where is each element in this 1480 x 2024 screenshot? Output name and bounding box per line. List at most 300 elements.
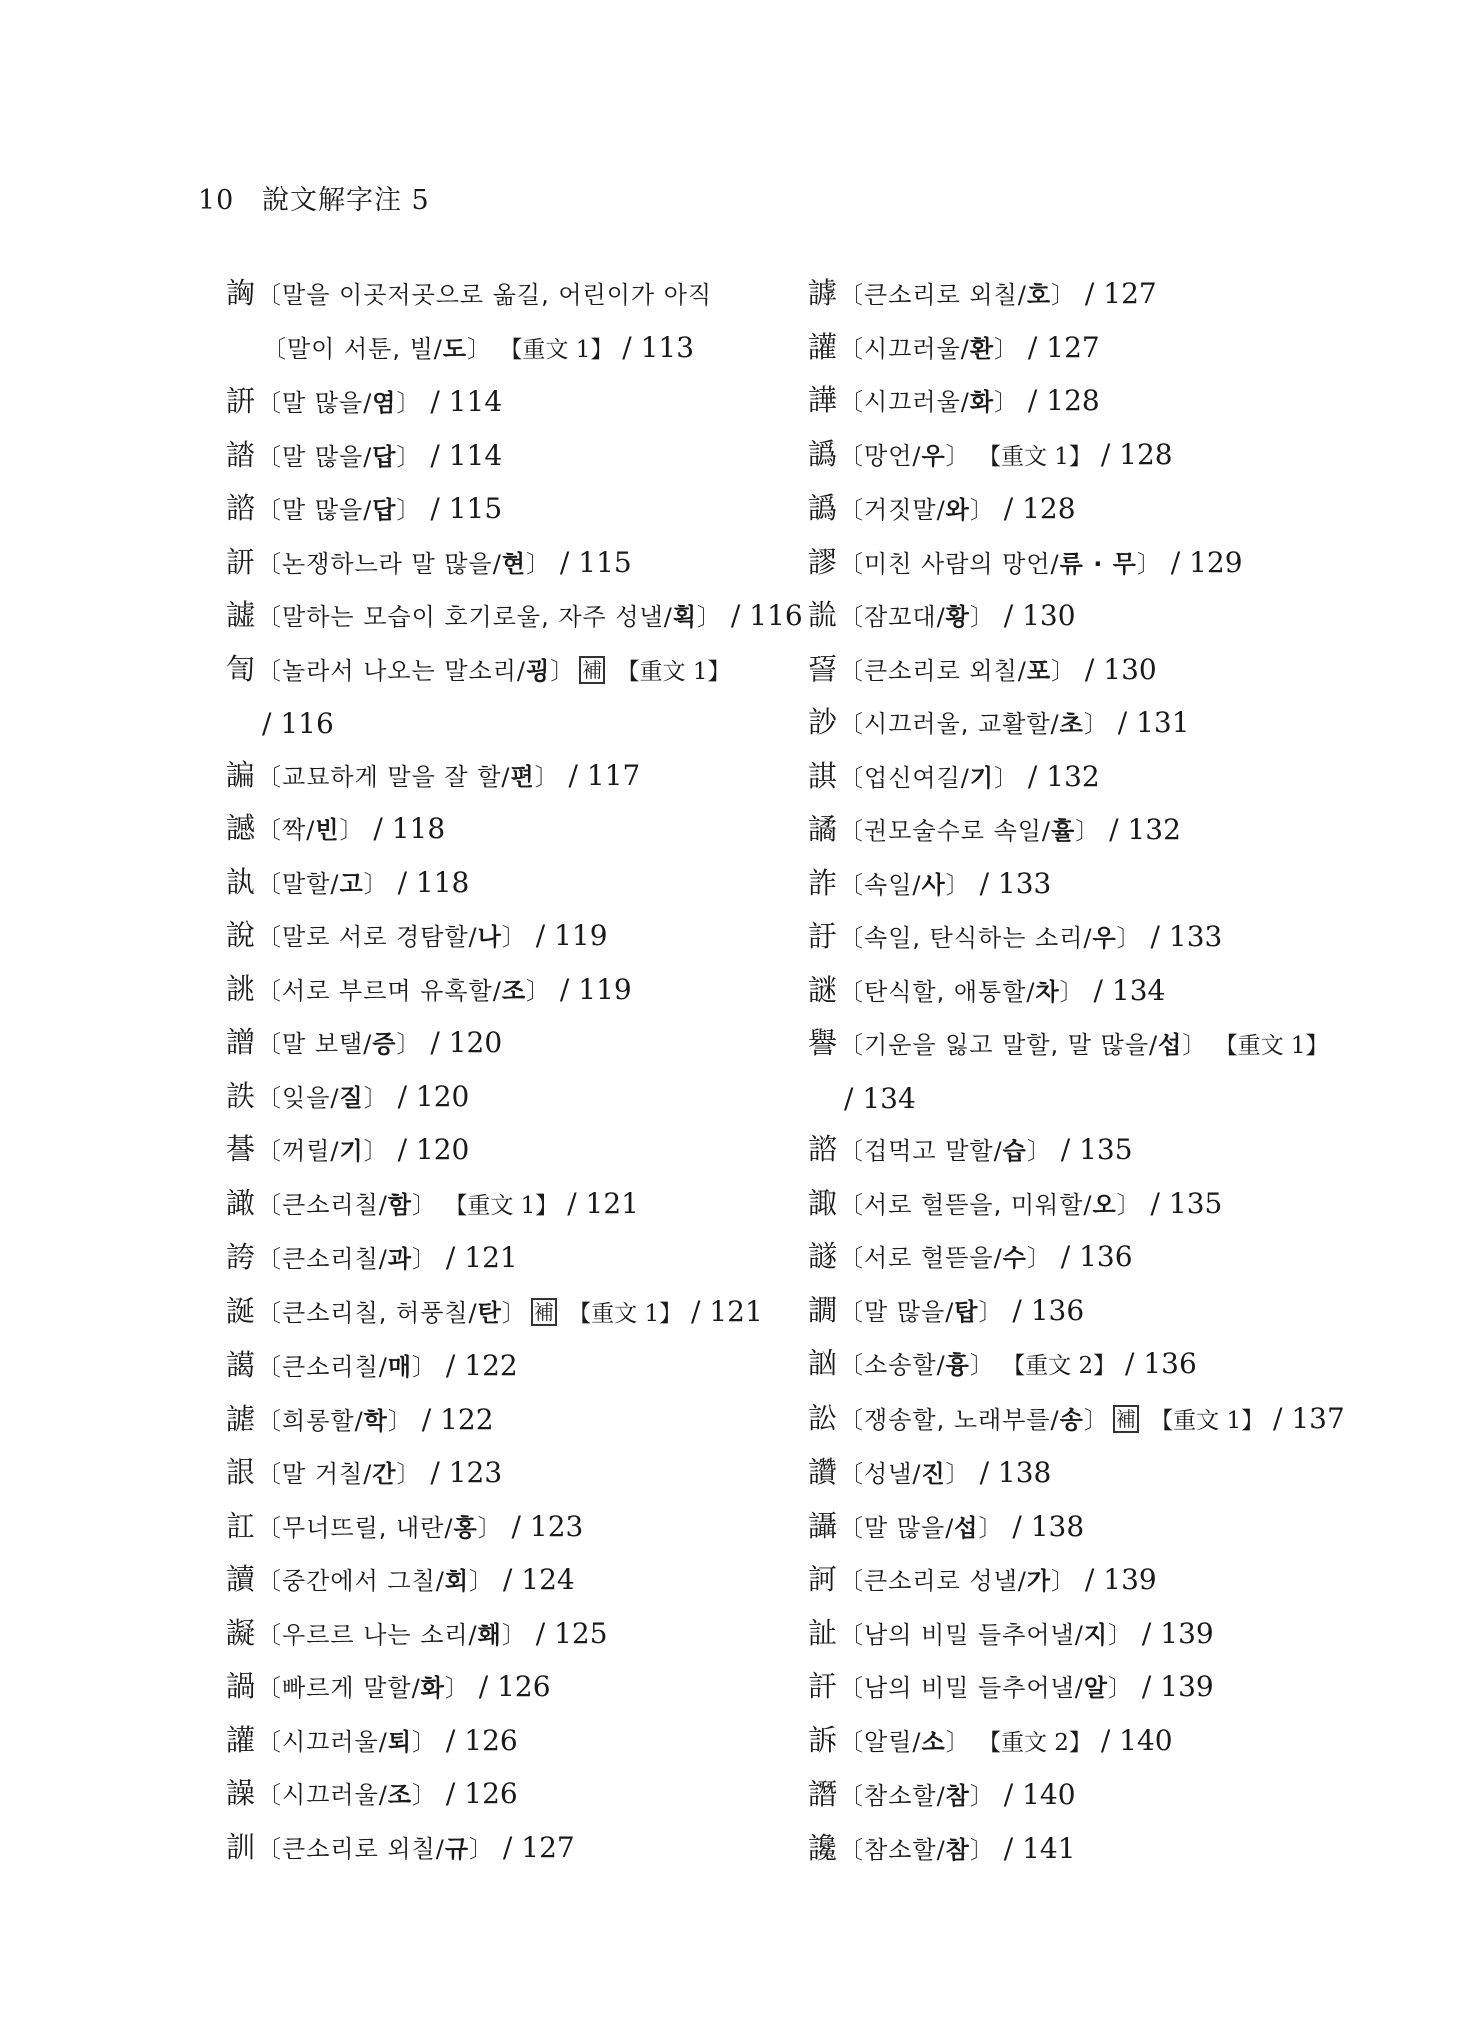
reading: 흉 [945,1351,970,1379]
page-ref: / 141 [994,1831,1076,1865]
close-bracket: 〕 [969,496,995,524]
close-bracket: 〕 [994,334,1020,363]
gloss-text: 〔희롱할/학〕 [257,1406,413,1435]
headword-char: 諅 [226,1132,256,1166]
reading: 질 [339,1083,364,1112]
close-bracket: 〕 [945,441,971,470]
close-bracket: 〕 [978,1513,1004,1542]
page-ref: / 123 [421,1456,503,1489]
headword-char: 譽 [808,1026,838,1060]
open-bracket: 〔 [839,1567,865,1595]
index-entry [808,858,1328,912]
page-ref: / 116 [722,599,803,632]
close-bracket: 〕 [339,816,365,844]
open-bracket: 〔 [839,496,865,524]
variant-count-tag: 【重文 1】 [560,1300,683,1327]
gloss-text: 〔큰소리칠/함〕 [257,1190,438,1219]
page-header [198,178,430,217]
headword-char: 訮 [226,544,256,579]
variant-count-tag: 【重文 1】 [492,336,614,363]
gloss-text: 〔말 많을/답〕 [257,442,422,471]
open-bracket: 〔 [839,1620,865,1649]
open-bracket: 〔 [839,281,865,309]
gloss-text: 〔말이 서툰, 빌/도〕 [262,334,493,363]
headword-char: 訐 [808,1669,838,1703]
close-bracket: 〕 [412,1190,438,1219]
open-bracket: 〔 [839,1297,865,1326]
index-entry [808,965,1328,1019]
headword-char: 䛒 [808,651,838,686]
reading: 조 [501,976,527,1005]
open-bracket: 〔 [257,869,283,898]
close-bracket: 〕 [945,1727,971,1756]
close-bracket: 〕 [412,1353,438,1381]
index-entry [808,804,1328,858]
open-bracket: 〔 [839,977,865,1006]
open-bracket: 〔 [257,1674,283,1702]
gloss-text: 〔말 보탤/증〕 [257,1030,422,1058]
index-entry [808,1823,1328,1877]
page-ref: / 133 [970,866,1052,900]
page-ref: / 139 [1076,1563,1157,1596]
close-bracket: 〕 [444,1674,470,1702]
gloss-text: 〔참소할/참〕 [839,1782,995,1810]
close-bracket: 〕 [412,1245,438,1273]
gloss-text: 〔기운을 잃고 말할, 말 많을/섭〕 [839,1031,1208,1059]
index-entry-continuation [226,322,786,377]
index-entry [226,1501,786,1555]
page-ref: / 121 [682,1294,763,1328]
index-entry [226,430,786,484]
reading: 나 [477,923,502,951]
gloss-text: 〔시끄러울/환〕 [839,334,1020,363]
gloss-text: 〔권모술수로 속일/휼〕 [839,817,1101,845]
headword-char: 謎 [808,972,838,1007]
index-entry [808,1338,1328,1393]
page-ref: / 128 [994,492,1076,525]
index-entry [808,1393,1345,1448]
gloss-text: 〔큰소리로 성낼/가〕 [839,1567,1077,1595]
close-bracket: 〕 [363,869,389,898]
gloss-text: 〔놀라서 나오는 말소리/굉〕 [257,656,576,685]
reading: 황 [945,603,970,631]
reading: 증 [372,1030,397,1058]
headword-char: 詾 [226,276,256,310]
page-ref: / 132 [1019,759,1100,793]
gloss-text: 〔큰소리로 외칠/규〕 [257,1834,495,1863]
page-ref: / 119 [551,972,632,1006]
index-entry [226,268,786,322]
gloss-text: 〔알릴/소〕 [839,1727,971,1756]
headword-char: 詽 [226,384,256,418]
reading: 홍 [453,1513,478,1542]
index-entry-continuation [808,1073,1328,1125]
page-ref: / 134 [1084,973,1166,1007]
variant-count-tag: 【重文 2】 [970,1729,1092,1756]
open-bracket: 〔 [839,1674,865,1702]
close-bracket: 〕 [1136,549,1162,578]
close-bracket: 〕 [978,1297,1004,1326]
reading: 편 [510,762,535,791]
reading: 오 [1092,1190,1117,1219]
headword-char: 諞 [226,757,256,792]
index-entry [226,857,786,911]
gloss-text: 〔서로 헐뜯을, 미워할/오〕 [839,1190,1142,1219]
reading: 함 [387,1190,413,1219]
open-bracket: 〔 [839,1244,865,1272]
open-bracket: 〔 [257,656,283,685]
close-bracket: 〕 [945,1460,971,1488]
index-entry [226,1768,786,1822]
index-entry [808,1285,1328,1339]
close-bracket: 〕 [501,1620,527,1649]
open-bracket: 〔 [839,1835,865,1864]
gloss-text: 〔시끄러울/퇴〕 [257,1727,438,1756]
headword-char: 誕 [226,1293,256,1328]
headword-char: 諮 [226,491,256,525]
close-bracket: 〕 [994,763,1020,792]
gloss-text: 〔우르르 나는 소리/홰〕 [257,1620,527,1649]
page-ref: / 131 [1108,706,1190,739]
index-entry [808,1231,1328,1285]
index-entry [226,483,786,537]
gloss-text: 〔말로 서로 경탐할/나〕 [257,923,527,951]
index-entry [226,1554,786,1608]
reading: 차 [1035,977,1060,1006]
page-ref: / 136 [1116,1347,1197,1380]
close-bracket: 〕 [501,1298,527,1327]
close-bracket: 〕 [1051,656,1077,685]
index-entry [808,1715,1328,1770]
index-entry [808,1769,1328,1823]
headword-char: 讀 [226,1562,256,1596]
reading: 섭 [954,1513,979,1542]
headword-char: 誇 [226,1240,256,1274]
open-bracket: 〔 [257,1298,283,1327]
open-bracket: 〔 [257,923,283,951]
open-bracket: 〔 [839,1351,865,1379]
gloss-text: 〔잊을/질〕 [257,1083,389,1112]
close-bracket: 〕 [969,603,995,631]
gloss-text: 〔말 많을/섭〕 [839,1513,1004,1542]
open-bracket: 〔 [257,549,283,578]
supplement-mark: 補 [1113,1405,1139,1433]
reading: 포 [1026,656,1052,685]
close-bracket: 〕 [1051,281,1077,309]
reading: 진 [921,1460,946,1488]
reading: 호 [1026,281,1052,309]
index-entry [226,1661,786,1715]
headword-char: 訇 [226,651,256,686]
reading: 답 [372,496,397,524]
headword-char: 詄 [226,1078,256,1113]
index-entry [226,1178,786,1233]
page-ref: / 138 [1003,1509,1085,1543]
reading: 화 [420,1674,445,1702]
gloss-text: 〔논쟁하느라 말 많을/현〕 [257,549,552,578]
open-bracket: 〔 [839,1460,865,1488]
reading: 초 [1059,710,1084,738]
open-bracket: 〔 [257,1781,283,1809]
index-entry [226,376,786,430]
page-ref: / 136 [1003,1293,1085,1327]
index-entry [226,1822,786,1876]
reading: 회 [444,1567,470,1595]
gloss-text: 〔꺼릴/기〕 [257,1137,389,1165]
open-bracket: 〔 [839,870,865,899]
headword-char: 詐 [808,865,838,900]
index-entry [808,1178,1328,1232]
index-entry [226,1715,786,1769]
reading: 알 [1083,1674,1109,1702]
index-entry [808,644,1328,698]
headword-char: 譢 [808,1239,838,1273]
headword-char: 譁 [808,383,838,417]
reading: 탑 [954,1297,979,1326]
reading: 휼 [1051,817,1076,845]
reading: 습 [1002,1137,1027,1165]
headword-char: 訩 [808,1346,838,1380]
open-bracket: 〔 [839,1031,865,1059]
close-bracket: 〕 [412,1727,438,1756]
index-entry [808,483,1328,537]
page-ref: / 130 [994,599,1076,632]
gloss-text: 〔겁먹고 말할/습〕 [839,1137,1052,1165]
reading: 탄 [477,1298,502,1327]
index-entry [226,750,786,804]
page-ref: / 118 [388,865,470,899]
gloss-text: 〔말 많을/탑〕 [839,1297,1004,1326]
close-bracket: 〕 [550,656,576,685]
book-title: 說文解字注 5 [261,185,430,216]
index-column-right [808,268,1345,1876]
index-entry [808,1554,1328,1608]
headword-char: 譋 [808,1292,838,1327]
reading: 간 [372,1460,397,1488]
close-bracket: 〕 [467,334,493,363]
close-bracket: 〕 [387,1406,413,1435]
headword-char: 譺 [226,1615,256,1650]
headword-char: 譀 [226,1185,256,1220]
page-ref: / 135 [1051,1133,1133,1166]
headword-char: 諮 [808,1132,838,1166]
open-bracket: 〔 [839,1190,865,1219]
reading: 과 [387,1245,413,1273]
reading: 참 [945,1835,970,1864]
page-ref: / 121 [558,1186,639,1220]
page-ref: / 114 [421,385,503,418]
page-ref: / 136 [1051,1240,1133,1273]
page-ref: / 117 [559,758,641,792]
reading: 획 [672,603,698,631]
index-entry [226,1608,786,1662]
reading: 기 [339,1137,364,1165]
index-entry [226,803,786,857]
open-bracket: 〔 [257,1083,283,1112]
page-ref: / 125 [526,1616,608,1650]
close-bracket: 〕 [1083,710,1109,738]
headword-char: 謬 [808,544,838,579]
close-bracket: 〕 [396,1460,422,1488]
gloss-text: 〔거짓말/와〕 [839,496,995,524]
close-bracket: 〕 [1059,977,1085,1006]
close-bracket: 〕 [526,976,552,1005]
headword-char: 讘 [808,1508,838,1543]
close-bracket: 〕 [1026,1244,1052,1272]
close-bracket: 〕 [1051,1567,1077,1595]
reading: 규 [444,1834,470,1863]
headword-char: 䜗 [226,811,256,845]
reading: 답 [372,442,397,471]
open-bracket: 〔 [257,1460,283,1488]
index-entry [808,537,1328,591]
gloss-text: 〔남의 비밀 들추어낼/알〕 [839,1674,1134,1702]
index-entry [808,1501,1328,1555]
page-ref: / 122 [437,1349,518,1382]
open-bracket: 〔 [839,1782,865,1810]
page-ref: / 119 [526,919,608,952]
gloss-text: 〔말할/고〕 [257,869,389,898]
reading: 섭 [1158,1031,1183,1059]
index-entry [808,911,1328,965]
gloss-text: 〔말하는 모습이 호기로울, 자주 성낼/획〕 [257,603,723,631]
gloss-text: 〔빠르게 말할/화〕 [257,1674,470,1702]
index-entry [226,1124,786,1178]
open-bracket: 〔 [839,441,865,470]
gloss-text: 〔남의 비밀 들추어낼/지〕 [839,1620,1134,1649]
reading: 송 [1059,1405,1084,1434]
close-bracket: 〕 [469,1834,495,1863]
gloss-text: 〔교묘하게 말을 잘 할/편〕 [257,762,560,791]
variant-count-tag: 【重文 1】 [609,658,731,685]
headword-char: 訙 [226,864,256,899]
headword-char: 讙 [226,1722,256,1757]
page-ref: / 140 [1091,1723,1173,1757]
index-entry [226,1286,786,1341]
reading: 참 [945,1782,970,1810]
gloss-text: 〔큰소리칠, 허풍칠/탄〕 [257,1298,527,1327]
headword-char: 譟 [226,1776,256,1810]
headword-char: 訶 [808,1562,838,1596]
headword-char: 詪 [226,1455,256,1489]
index-entry [226,1394,786,1448]
page-ref: / 139 [1133,1616,1214,1650]
page-ref: / 120 [388,1079,470,1113]
index-entry [226,1340,786,1394]
headword-char: 譃 [226,598,256,632]
reading: 고 [339,869,364,898]
supplement-mark: 補 [531,1298,557,1326]
open-bracket: 〔 [257,1567,283,1595]
gloss-text: 〔큰소리칠/매〕 [257,1353,438,1381]
headword-char: 訌 [226,1508,256,1543]
index-column-left [226,268,803,1875]
page-ref: / 135 [1141,1186,1223,1220]
page-ref: / 139 [1133,1670,1214,1703]
reading: 화 [969,388,995,416]
gloss-text: 〔탄식할, 애통할/차〕 [839,977,1085,1006]
page-ref: / 133 [1141,920,1223,953]
close-bracket: 〕 [534,762,560,791]
page-ref: / 118 [364,812,446,845]
open-bracket: 〔 [839,817,865,845]
open-bracket: 〔 [839,1727,865,1756]
headword-char: 訴 [808,1722,838,1757]
gloss-text: 〔성낼/진〕 [839,1460,971,1488]
open-bracket: 〔 [257,389,283,417]
index-entry [808,751,1328,805]
index-entry [808,322,1328,376]
headword-char: 謼 [808,276,838,310]
open-bracket: 〔 [839,1405,865,1434]
gloss-text: 〔중간에서 그칠/회〕 [257,1567,495,1595]
gloss-text: 〔말을 이곳저곳으로 옮길, 어린이가 아직 [257,281,713,309]
page-ref: / 114 [421,438,503,472]
headword-char: 訟 [808,1400,838,1435]
reading: 수 [1002,1244,1027,1272]
reading: 조 [387,1781,413,1809]
page-ref: / 122 [412,1402,494,1436]
headword-char: 譖 [808,1777,838,1811]
index-entry [226,1447,786,1501]
headword-char: 誂 [226,971,256,1006]
variant-count-tag: 【重文 1】 [1142,1407,1265,1434]
headword-char: 誻 [226,437,256,472]
open-bracket: 〔 [257,1727,283,1756]
reading: 홰 [477,1620,502,1649]
gloss-text: 〔서로 헐뜯을/수〕 [839,1244,1052,1272]
close-bracket: 〕 [1075,817,1101,845]
index-entry [226,537,786,591]
close-bracket: 〕 [501,923,527,951]
reading: 매 [387,1353,413,1381]
gloss-text: 〔시끄러울, 교활할/초〕 [839,710,1109,738]
headword-char: 諆 [808,758,838,793]
open-bracket: 〔 [257,1245,283,1273]
gloss-text: 〔속일, 탄식하는 소리/우〕 [839,924,1142,952]
gloss-text: 〔미친 사람의 망언/류 · 무〕 [839,549,1162,578]
close-bracket: 〕 [469,1567,495,1595]
index-entry-continuation [226,698,786,750]
reading: 우 [1092,924,1117,952]
close-bracket: 〕 [1083,1405,1109,1434]
page-number: 10 [198,185,235,216]
index-entry [808,1018,1328,1073]
open-bracket: 〔 [257,1834,283,1863]
close-bracket: 〕 [945,870,971,899]
close-bracket: 〕 [969,1835,995,1864]
close-bracket: 〕 [1116,924,1142,952]
reading: 소 [921,1727,946,1756]
gloss-text: 〔말 거칠/간〕 [257,1460,422,1488]
close-bracket: 〕 [1108,1674,1134,1702]
index-entry [808,375,1328,429]
open-bracket: 〔 [839,334,865,363]
open-bracket: 〔 [839,763,865,792]
open-bracket: 〔 [257,496,283,524]
index-entry [226,1232,786,1286]
page-ref: / 116 [262,707,334,740]
page-ref: / 121 [437,1241,518,1274]
page-ref: / 127 [1076,277,1157,310]
open-bracket: 〔 [257,603,283,631]
page-ref: / 115 [421,492,503,525]
headword-char: 謔 [226,1401,256,1436]
open-bracket: 〔 [839,656,865,685]
gloss-text: 〔시끄러울/조〕 [257,1781,438,1809]
gloss-text: 〔무너뜨릴, 내란/홍〕 [257,1513,503,1542]
page-ref: / 120 [388,1133,470,1166]
